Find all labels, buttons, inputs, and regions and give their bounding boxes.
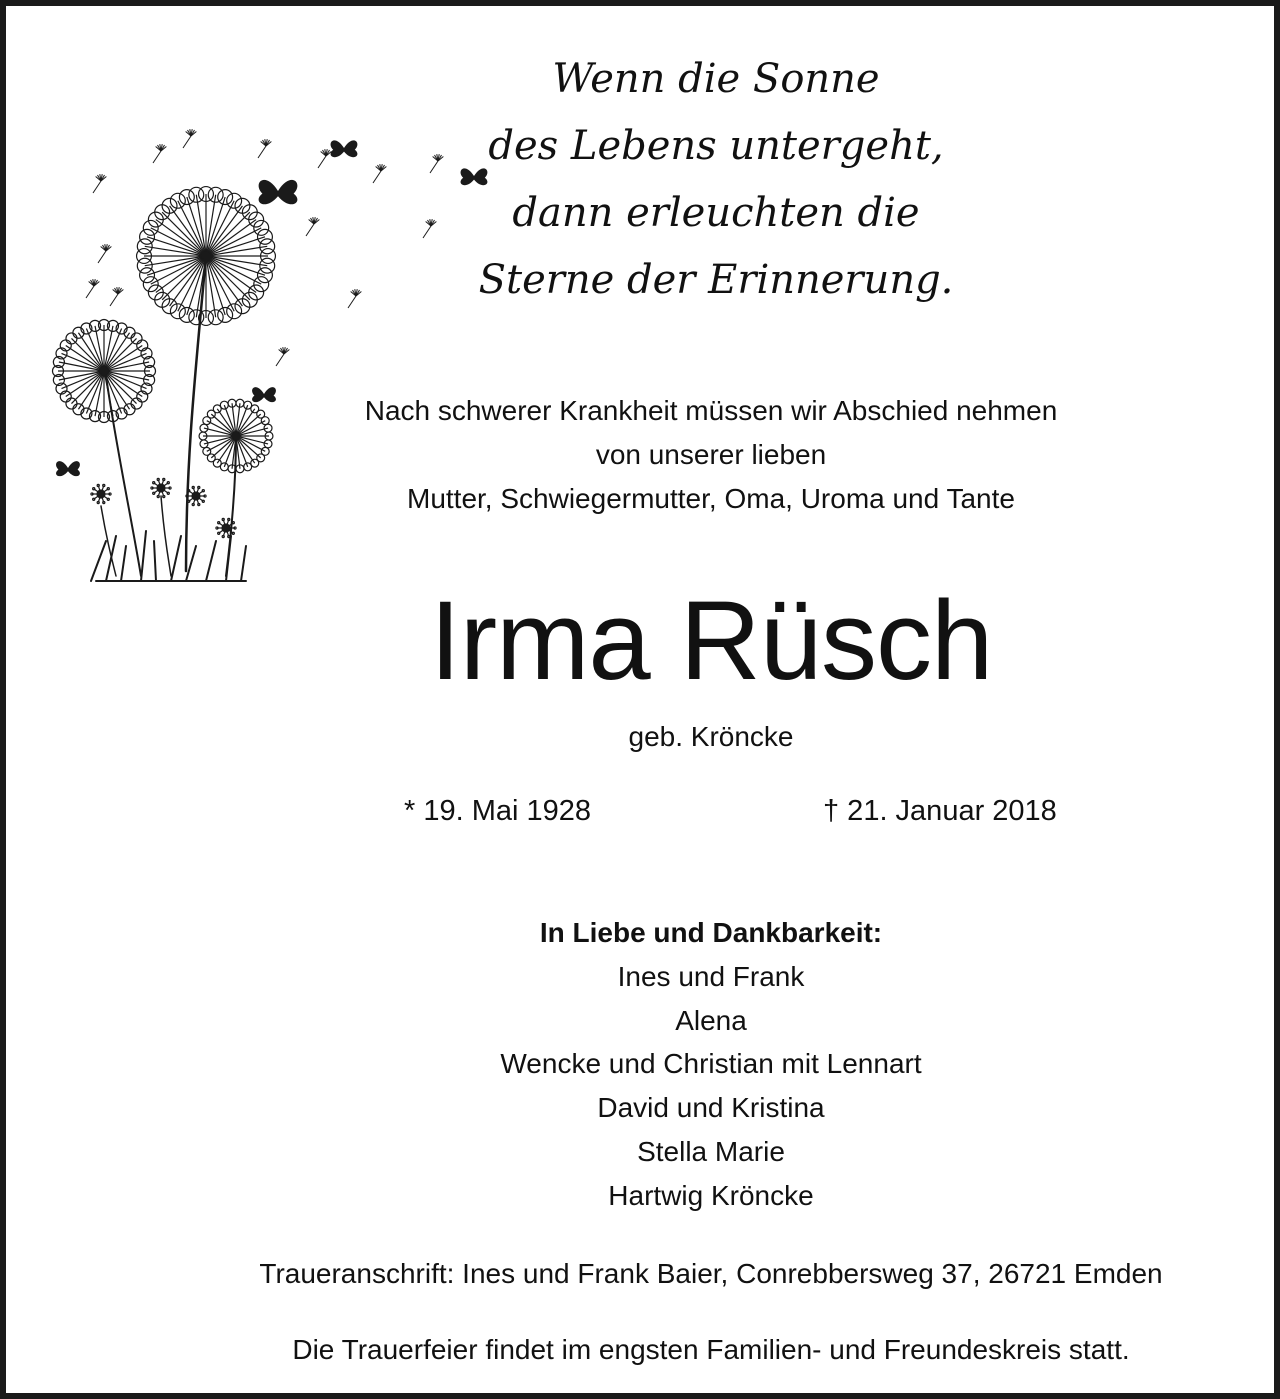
mourner-name: Wencke und Christian mit Lennart: [500, 1048, 922, 1080]
butterfly-icon: [259, 180, 298, 204]
seed-icon: [86, 279, 99, 298]
poem: [416, 46, 1016, 314]
seed-icon: [318, 149, 331, 168]
seed-icon: [110, 287, 123, 306]
dandelion-head-icon: [186, 486, 206, 505]
dandelion-head-icon: [216, 518, 236, 537]
mourners-heading: In Liebe und Dankbarkeit:: [539, 917, 883, 948]
seed-icon: [93, 174, 106, 193]
seed-icon: [276, 347, 289, 366]
seed-icon: [183, 129, 196, 148]
poem-line: Sterne der Erinnerung.: [478, 257, 954, 303]
maiden-name: geb. Kröncke: [628, 721, 794, 752]
mourner-name: Ines und Frank: [617, 960, 805, 992]
mourner-name: Hartwig Kröncke: [608, 1179, 814, 1211]
dandelion-head-icon: [91, 484, 111, 503]
poem-line: des Lebens untergeht,: [488, 123, 944, 169]
seed-icon: [306, 217, 319, 236]
seed-icon: [153, 144, 166, 163]
seed-icon: [348, 289, 361, 308]
ceremony-note: Die Trauerfeier findet im engsten Familien- und Freundeskreis statt.: [292, 1334, 1130, 1365]
seed-icon: [373, 164, 386, 183]
butterfly-icon: [331, 140, 358, 157]
mourner-name: Stella Marie: [637, 1135, 785, 1167]
poem-line: Wenn die Sonne: [552, 56, 880, 102]
seed-icon: [258, 139, 271, 158]
death-date: † 21. Januar 2018: [823, 795, 1057, 827]
butterfly-icon: [56, 461, 80, 476]
announcement-line: Mutter, Schwiegermutter, Oma, Uroma und Tante: [407, 483, 1015, 514]
mourner-name: David und Kristina: [597, 1092, 825, 1124]
dandelion-head-icon: [52, 319, 155, 422]
deceased-name: Irma Rüsch: [429, 578, 993, 703]
poem-line: dann erleuchten die: [512, 190, 920, 236]
mourning-address: Traueranschrift: Ines und Frank Baier, Conrebbersweg 37, 26721 Emden: [259, 1258, 1163, 1289]
dandelion-head-icon: [151, 478, 171, 497]
announcement-line: von unserer lieben: [595, 439, 827, 470]
birth-date: * 19. Mai 1928: [404, 795, 592, 827]
mourners-list: [361, 911, 1061, 1218]
announcement-line: Nach schwerer Krankheit müssen wir Abschied nehmen: [364, 395, 1058, 426]
mourner-name: Alena: [675, 1004, 747, 1036]
announcement-text: [266, 389, 1156, 521]
dandelion-head-icon: [137, 187, 276, 326]
seed-icon: [98, 244, 111, 263]
